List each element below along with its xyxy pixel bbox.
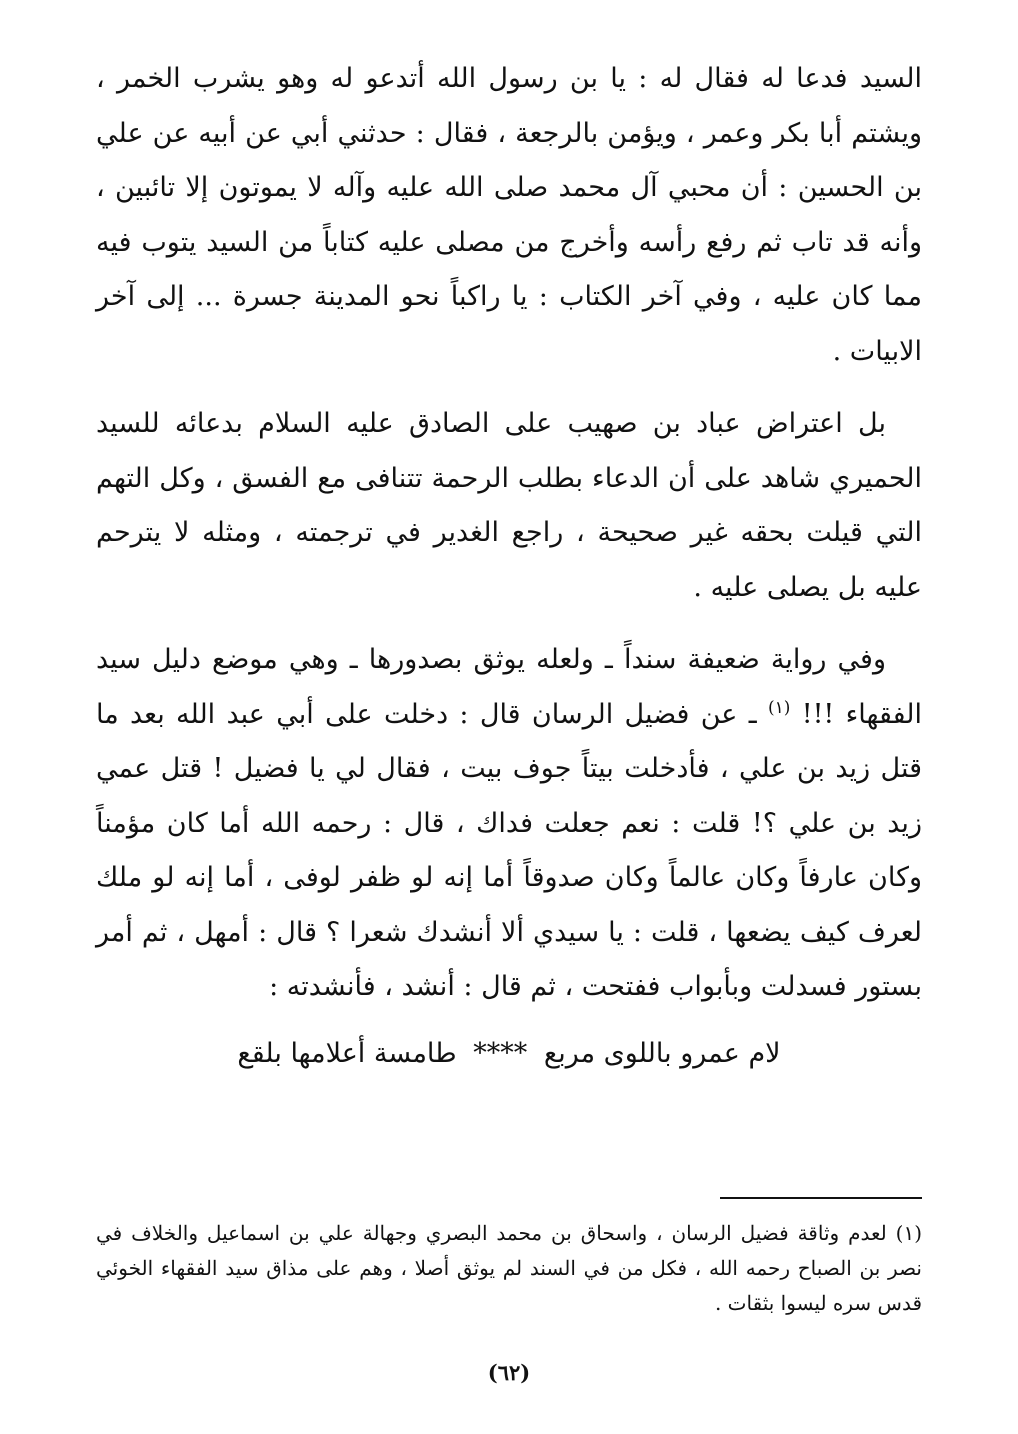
poem-verse bbox=[96, 1027, 922, 1081]
page-number: (٦٢) bbox=[487, 1360, 531, 1385]
footnote-reference[interactable]: (١) bbox=[767, 697, 791, 718]
footnote: (١) لعدم وثاقة فضيل الرسان ، واسحاق بن محمد البصري وجهالة علي بن اسماعيل والخلاف في نصر بن الصباح رحمه الله ، فكل من في السند لم يوثق أصلا ، وهم على مذاق سيد الفقهاء الخوئي قدس سره ليسوا بثقات . bbox=[96, 1221, 922, 1315]
paragraph-2: بل اعتراض عباد بن صهيب على الصادق عليه السلام بدعائه للسيد الحميري شاهد على أن الدعاء بطلب الرحمة تتنافى مع الفسق ، وكل التهم التي قيلت بحقه غير صحيحة ، راجع الغدير في ترجمته ، ومثله لا يترحم عليه بل يصلى عليه . bbox=[96, 408, 922, 603]
verse-second-hemistich: طامسة أعلامها بلقع bbox=[237, 1037, 457, 1069]
paragraph-3-rest: ـ عن فضيل الرسان قال : دخلت على أبي عبد الله بعد ما قتل زيد بن علي ، فأدخلت بيتاً جوف بيت ، فقال لي يا فضيل ! قتل عمي زيد بن علي ؟! قلت : نعم جعلت فداك ، قال : رحمه الله أما كان مؤمناً وكان عارفاً وكان عالماً وكان صدوقاً أما إنه لو ظفر لوفى ، أما إنه لو ملك لعرف كيف يضعها ، قلت : يا سيدي ألا أنشدك شعرا ؟ قال : أمهل ، ثم أمر بستور فسدلت وبأبواب ففتحت ، ثم قال : أنشد ، فأنشدته : bbox=[96, 698, 922, 1002]
paragraph-1: السيد فدعا له فقال له : يا بن رسول الله أتدعو له وهو يشرب الخمر ، ويشتم أبا بكر وعمر ، ويؤمن بالرجعة ، فقال : حدثني أبي عن أبيه عن علي بن الحسين : أن محبي آل محمد صلى الله عليه وآله لا يموتون إلا تائبين ، وأنه قد تاب ثم رفع رأسه وأخرج من مصلى عليه كتاباً من السيد يتوب فيه مما كان عليه ، وفي آخر الكتاب : يا راكباً نحو المدينة جسرة ... إلى آخر الابيات . bbox=[96, 63, 922, 367]
verse-separator: **** bbox=[473, 1037, 528, 1069]
paragraph-3 bbox=[96, 633, 922, 1015]
verse-first-hemistich: لام عمرو باللوى مربع bbox=[543, 1037, 781, 1069]
paragraph-3-start: وفي رواية ضعيفة سنداً ـ ولعله يوثق بصدورها ـ وهي موضع دليل سيد الفقهاء !!! bbox=[96, 644, 923, 730]
main-text bbox=[96, 52, 922, 1081]
footnote-divider bbox=[720, 1197, 922, 1199]
